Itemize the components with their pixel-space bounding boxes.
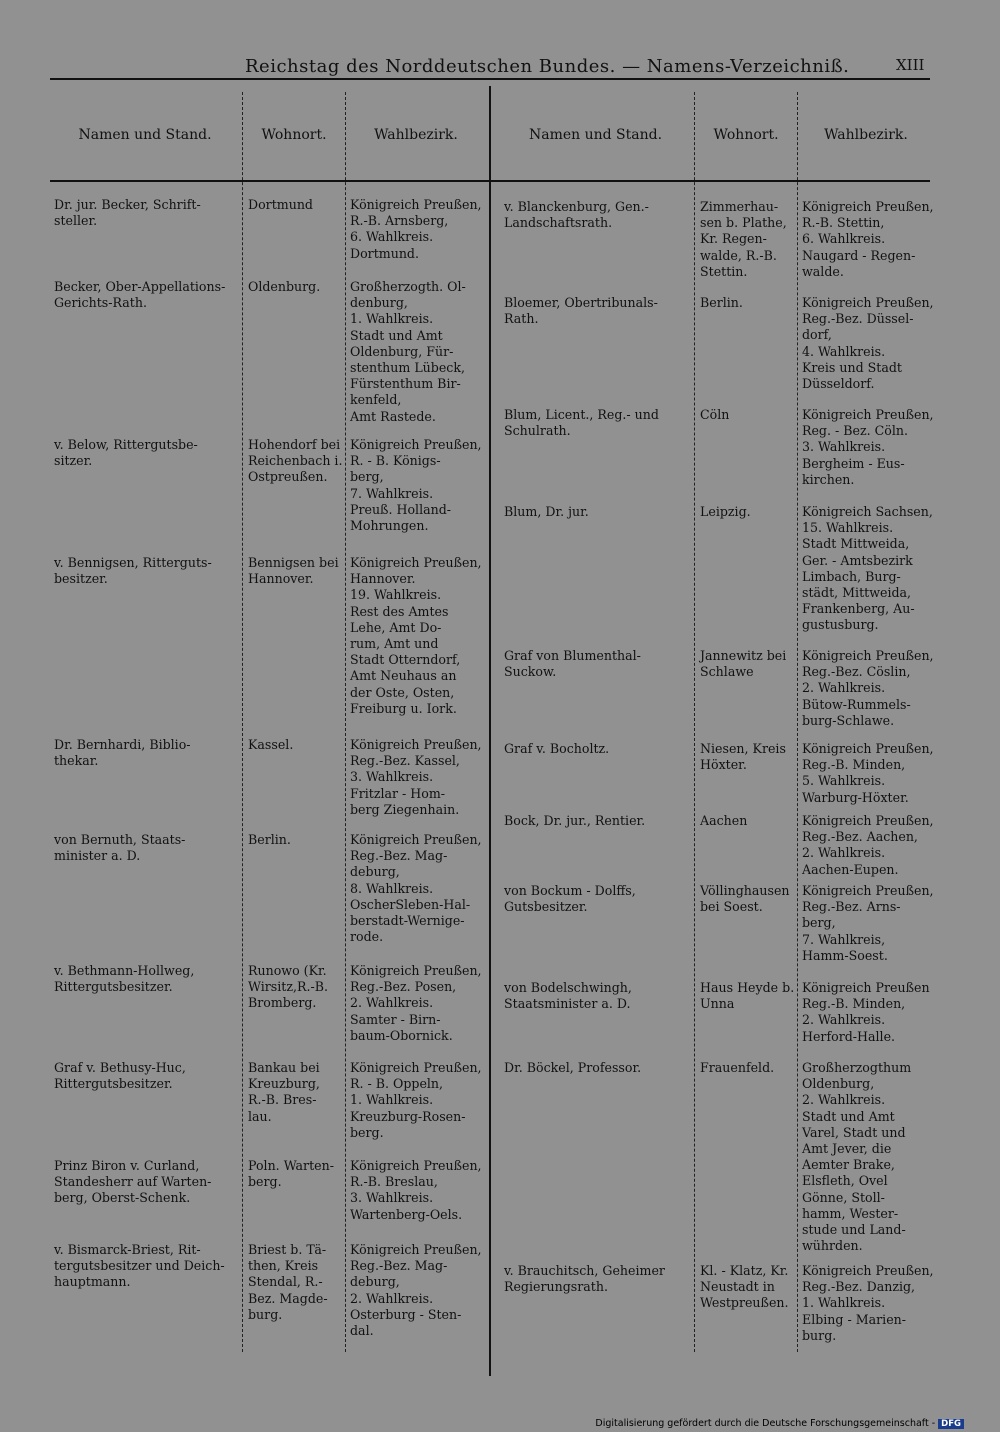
entry-district: Königreich Preußen, R.-B. Stettin, 6. Wahlkreis. Naugard - Regen- walde. (802, 199, 934, 279)
entry-district: Königreich Preußen, Reg.-Bez. Mag- deburg, 2. Wahlkreis. Osterburg - Sten- dal. (350, 1242, 482, 1339)
entry-district: Königreich Preußen, R. - B. Königs- berg, 7. Wahlkreis. Preuß. Holland- Mohrungen. (350, 437, 482, 534)
entry-name: Graf v. Bocholtz. (504, 741, 610, 756)
entry-place: Berlin. (248, 832, 291, 847)
entry-place: Poln. Warten- berg. (248, 1158, 334, 1190)
entry-name: Prinz Biron v. Curland, Standesherr auf Warten- berg, Oberst-Schenk. (54, 1158, 212, 1206)
entry-place: Völlinghausen bei Soest. (700, 883, 790, 915)
col-header-place-right: Wohnort. (713, 127, 779, 143)
entry-place: Leipzig. (700, 504, 751, 519)
entry-name: von Bodelschwingh, Staatsminister a. D. (504, 980, 632, 1012)
entry-district: Königreich Preußen, R.-B. Arnsberg, 6. Wahlkreis. Dortmund. (350, 197, 482, 261)
entry-name: Bloemer, Obertribunals- Rath. (504, 295, 658, 327)
entry-place: Runowo (Kr. Wirsitz,R.-B. Bromberg. (248, 963, 328, 1011)
entry-name: Dr. Böckel, Professor. (504, 1060, 642, 1075)
entry-place: Briest b. Tä- then, Kreis Stendal, R.- Bez. Magde- burg. (248, 1242, 328, 1322)
entry-place: Kl. - Klatz, Kr. Neustadt in Westpreußen. (700, 1263, 789, 1311)
entry-place: Bennigsen bei Hannover. (248, 555, 339, 587)
entry-name: v. Brauchitsch, Geheimer Regierungsrath. (504, 1263, 665, 1295)
entry-district: Königreich Preußen, Reg.-B. Minden, 5. Wahlkreis. Warburg-Höxter. (802, 741, 934, 805)
dfg-logo: DFG (938, 1419, 964, 1429)
entry-district: Königreich Sachsen, 15. Wahlkreis. Stadt Mittweida, Ger. - Amtsbezirk Limbach, Burg- städt, Mittweida, Frankenberg, Au- gustusburg. (802, 504, 933, 633)
running-header-title: Reichstag des Norddeutschen Bundes. — Namens-Verzeichniß. (245, 56, 850, 77)
entry-district: Königreich Preußen Reg.-B. Minden, 2. Wahlkreis. Herford-Halle. (802, 980, 930, 1044)
entry-district: Königreich Preußen, Reg. - Bez. Cöln. 3. Wahlkreis. Bergheim - Eus- kirchen. (802, 407, 934, 487)
entry-district: Königreich Preußen, Hannover. 19. Wahlkreis. Rest des Amtes Lehe, Amt Do- rum, Amt und Stadt Otterndorf, Amt Neuhaus an der Oste, Osten, Freiburg u. Iork. (350, 555, 482, 716)
entry-name: von Bockum - Dolffs, Gutsbesitzer. (504, 883, 636, 915)
center-separator (489, 86, 491, 1376)
entry-name: Blum, Dr. jur. (504, 504, 589, 519)
entry-place: Cöln (700, 407, 730, 422)
entry-place: Jannewitz bei Schlawe (700, 648, 787, 680)
entry-name: Dr. Bernhardi, Biblio- thekar. (54, 737, 191, 769)
entry-district: Königreich Preußen, Reg.-Bez. Danzig, 1. Wahlkreis. Elbing - Marien- burg. (802, 1263, 934, 1343)
entry-district: Königreich Preußen, Reg.-Bez. Cöslin, 2. Wahlkreis. Bütow-Rummels- burg-Schlawe. (802, 648, 934, 728)
entry-name: Bock, Dr. jur., Rentier. (504, 813, 646, 828)
entry-place: Haus Heyde b. Unna (700, 980, 795, 1012)
entry-name: v. Bethmann-Hollweg, Rittergutsbesitzer. (54, 963, 195, 995)
entry-place: Bankau bei Kreuzburg, R.-B. Bres- lau. (248, 1060, 320, 1124)
entry-place: Zimmerhau- sen b. Plathe, Kr. Regen- walde, R.-B. Stettin. (700, 199, 787, 279)
separator-right-1 (694, 92, 695, 1352)
entry-place: Oldenburg. (248, 279, 321, 294)
entry-district: Königreich Preußen, Reg.-Bez. Kassel, 3. Wahlkreis. Fritzlar - Hom- berg Ziegenhain. (350, 737, 482, 817)
header-rule (50, 78, 930, 80)
entry-name: Becker, Ober-Appellations- Gerichts-Rath. (54, 279, 226, 311)
entry-name: von Bernuth, Staats- minister a. D. (54, 832, 186, 864)
separator-left-1 (242, 92, 243, 1352)
entry-district: Königreich Preußen, Reg.-Bez. Düssel- dorf, 4. Wahlkreis. Kreis und Stadt Düsseldorf. (802, 295, 934, 392)
entry-district: Großherzogthum Oldenburg, 2. Wahlkreis. Stadt und Amt Varel, Stadt und Amt Jever, die Aemter Brake, Elsfleth, Ovel Gönne, Stoll- hamm, Wester- stude und Land- wührden. (802, 1060, 912, 1254)
entry-name: Blum, Licent., Reg.- und Schulrath. (504, 407, 659, 439)
entry-name: Graf von Blumenthal- Suckow. (504, 648, 641, 680)
entry-district: Königreich Preußen, Reg.-Bez. Aachen, 2. Wahlkreis. Aachen-Eupen. (802, 813, 934, 877)
entry-name: v. Blanckenburg, Gen.- Landschaftsrath. (504, 199, 649, 231)
entry-name: v. Bismarck-Briest, Rit- tergutsbesitzer und Deich- hauptmann. (54, 1242, 225, 1290)
col-header-name-right: Namen und Stand. (528, 127, 663, 143)
entry-name: Dr. jur. Becker, Schrift- steller. (54, 197, 201, 229)
digitization-credit (595, 1418, 964, 1429)
entry-name: Graf v. Bethusy-Huc, Rittergutsbesitzer. (54, 1060, 186, 1092)
credit-text: Digitalisierung gefördert durch die Deutsche Forschungsgemeinschaft - (595, 1418, 936, 1429)
entry-place: Kassel. (248, 737, 294, 752)
entry-name: v. Bennigsen, Ritterguts- besitzer. (54, 555, 212, 587)
entry-district: Königreich Preußen, Reg.-Bez. Arns- berg, 7. Wahlkreis, Hamm-Soest. (802, 883, 934, 963)
entry-district: Königreich Preußen, R. - B. Oppeln, 1. Wahlkreis. Kreuzburg-Rosen- berg. (350, 1060, 482, 1140)
page-number: XIII (896, 56, 925, 74)
entry-name: v. Below, Rittergutsbe- sitzer. (54, 437, 198, 469)
entry-place: Niesen, Kreis Höxter. (700, 741, 786, 773)
entry-place: Frauenfeld. (700, 1060, 775, 1075)
entry-place: Dortmund (248, 197, 313, 212)
entry-place: Hohendorf bei Reichenbach i. Ostpreußen. (248, 437, 343, 485)
entry-district: Königreich Preußen, Reg.-Bez. Posen, 2. Wahlkreis. Samter - Birn- baum-Obornick. (350, 963, 482, 1043)
entry-district: Großherzogth. Ol- denburg, 1. Wahlkreis. Stadt und Amt Oldenburg, Für- stenthum Lübeck, Fürstenthum Bir- kenfeld, Amt Rastede. (350, 279, 466, 424)
separator-right-2 (797, 92, 798, 1352)
col-header-district-right: Wahlbezirk. (824, 127, 908, 143)
col-header-name-left: Namen und Stand. (78, 127, 212, 143)
col-header-place-left: Wohnort. (261, 127, 327, 143)
col-header-district-left: Wahlbezirk. (374, 127, 458, 143)
entry-place: Berlin. (700, 295, 743, 310)
separator-left-2 (345, 92, 346, 1352)
entry-district: Königreich Preußen, Reg.-Bez. Mag- deburg, 8. Wahlkreis. OscherSleben-Hal- berstadt-Wernige- rode. (350, 832, 482, 945)
entry-district: Königreich Preußen, R.-B. Breslau, 3. Wahlkreis. Wartenberg-Oels. (350, 1158, 482, 1222)
entry-place: Aachen (700, 813, 748, 828)
